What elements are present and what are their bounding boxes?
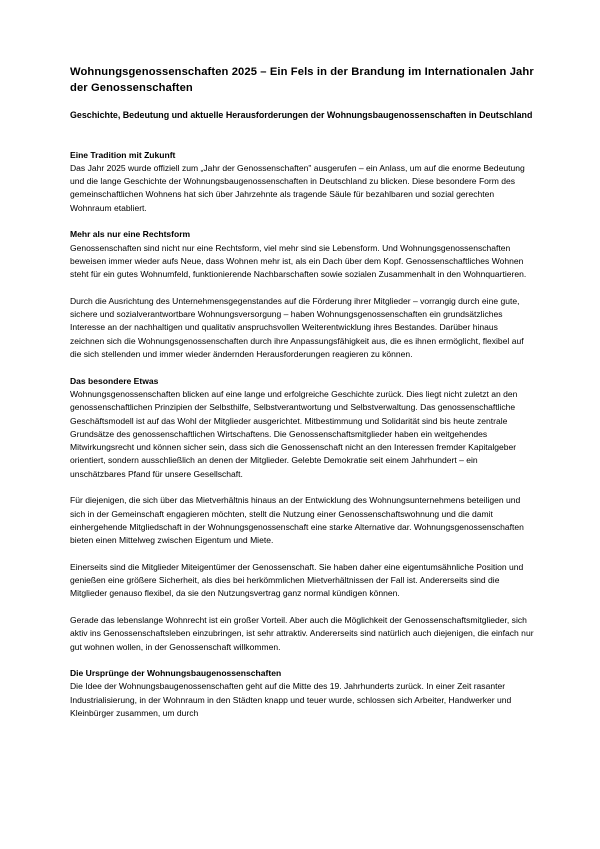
paragraph: Wohnungsgenossenschaften blicken auf eine lange und erfolgreiche Geschichte zurück. Dies liegt nicht zuletzt an den genossenschaftlichen Prinzipien der Selbsthilfe, Selbstverantwortung und Selbstverwaltung. Das genossenschaftliche Geschäftsmodell ist auf das Wohl der Mitglieder ausgerichtet. Mitbestimmung und Solidarität sind bis heute zentrale Grundsätze des genossenschaftlichen Wirtschaftens. Die Genossenschaftsmitglieder haben ein weitgehendes Mitwirkungsrecht und können sicher sein, dass sich die Genossenschaft nicht an den Interessen fremder Kapitalgeber orientiert, sondern ausschließlich an denen der Mitglieder. Gelebte Demokratie seit einem Jahrhundert – ein unschätzbares Pfand für unsere Gesellschaft. xyxy=(70,388,518,479)
paragraph: Die Idee der Wohnungsbaugenossenschaften geht auf die Mitte des 19. Jahrhunderts zurück. In einer Zeit rasanter Industrialisierung, in der Wohnraum in den Städten knapp und teuer wurde, schlossen sich Arbeiter, Handwerker und Kleinbürger zusammen, um durch xyxy=(70,681,512,719)
page-subtitle: Geschichte, Bedeutung und aktuelle Herausforderungen der Wohnungsbaugenossenschaften in Deutschland xyxy=(70,110,533,121)
paragraph: Genossenschaften sind nicht nur eine Rechtsform, viel mehr sind sie Lebensform. Und Wohnungsgenossenschaften beweisen immer wieder aufs Neue, dass Wohnen mehr ist, als ein Dach über dem Kopf. Genossenschaftliches Wohnen steht für ein gutes Wohnumfeld, funktionierende Nachbarschaften sowie sozialen Zusammenhalt in den Wohnquartieren. xyxy=(70,242,527,280)
paragraph: Durch die Ausrichtung des Unternehmensgegenstandes auf die Förderung ihrer Mitglieder – vorrangig durch eine gute, sichere und sozialverantwortbare Wohnungsversorgung – haben Wohnungsgenossenschaften ein grundsätzliches Interesse an der nachhaltigen und qualitativ anspruchsvollen Weiterentwicklung ihres Bestandes. Darüber hinaus zeichnen sich die Wohnungsgenossenschaften durch ihre Anpassungsfähigkeit aus, die es ihnen ermöglicht, flexibel auf die sich stellenden und immer wieder ändernden Herausforderungen reagieren zu können. xyxy=(70,295,524,360)
paragraph: Gerade das lebenslange Wohnrecht ist ein großer Vorteil. Aber auch die Möglichkeit der Genossenschaftsmitglieder, sich aktiv ins Genossenschaftsleben einzubringen, ist sehr attraktiv. Andererseits sind natürlich auch diejenigen, die einfach nur gut wohnen wollen, in der Genossenschaft willkommen. xyxy=(70,614,534,652)
section-mehr-als-nur-eine-rechtsform xyxy=(70,228,534,361)
section-das-besondere-etwas xyxy=(70,375,534,654)
section-heading: Das besondere Etwas xyxy=(70,375,159,386)
section-heading: Die Ursprünge der Wohnungsbaugenossenschaften xyxy=(70,668,282,679)
section-heading: Mehr als nur eine Rechtsform xyxy=(70,229,191,240)
section-heading: Eine Tradition mit Zukunft xyxy=(70,149,176,160)
section-eine-tradition-mit-zukunft xyxy=(70,149,534,215)
section-die-urspruenge-der-wohnungsbaugenossenschaften xyxy=(70,667,534,720)
paragraph: Einerseits sind die Mitglieder Miteigentümer der Genossenschaft. Sie haben daher eine eigentumsähnliche Position und genießen eine größere Sicherheit, als dies bei herkömmlichen Mietverhältnissen der Fall ist. Andererseits sind die Mitglieder genauso flexibel, da sie den Nutzungsvertrag ganz normal kündigen können. xyxy=(70,561,524,599)
page-title: Wohnungsgenossenschaften 2025 – Ein Fels in der Brandung im Internationalen Jahr der Genossenschaften xyxy=(70,66,534,94)
paragraph: Das Jahr 2025 wurde offiziell zum „Jahr der Genossenschaften" ausgerufen – ein Anlass, um auf die enorme Bedeutung und die lange Geschichte der Wohnungsbaugenossenschaften in Deutschland zu blicken. Diese besondere Form des gemeinschaftlichen Wohnens hat sich über Jahrzehnte als tragende Säule für bezahlbaren und sozial gerechten Wohnraum etabliert. xyxy=(70,162,525,213)
paragraph: Für diejenigen, die sich über das Mietverhältnis hinaus an der Entwicklung des Wohnungsunternehmens beteiligen und sich in der Gemeinschaft engagieren möchten, stellt die Nutzung einer Genossenschaftswohnung und die damit einhergehende Mitgliedschaft in der Wohnungsgenossenschaft eine starke Alternative dar. Wohnungsgenossenschaften bieten einen Mittelweg zwischen Eigentum und Miete. xyxy=(70,495,524,546)
document-body xyxy=(70,149,534,721)
